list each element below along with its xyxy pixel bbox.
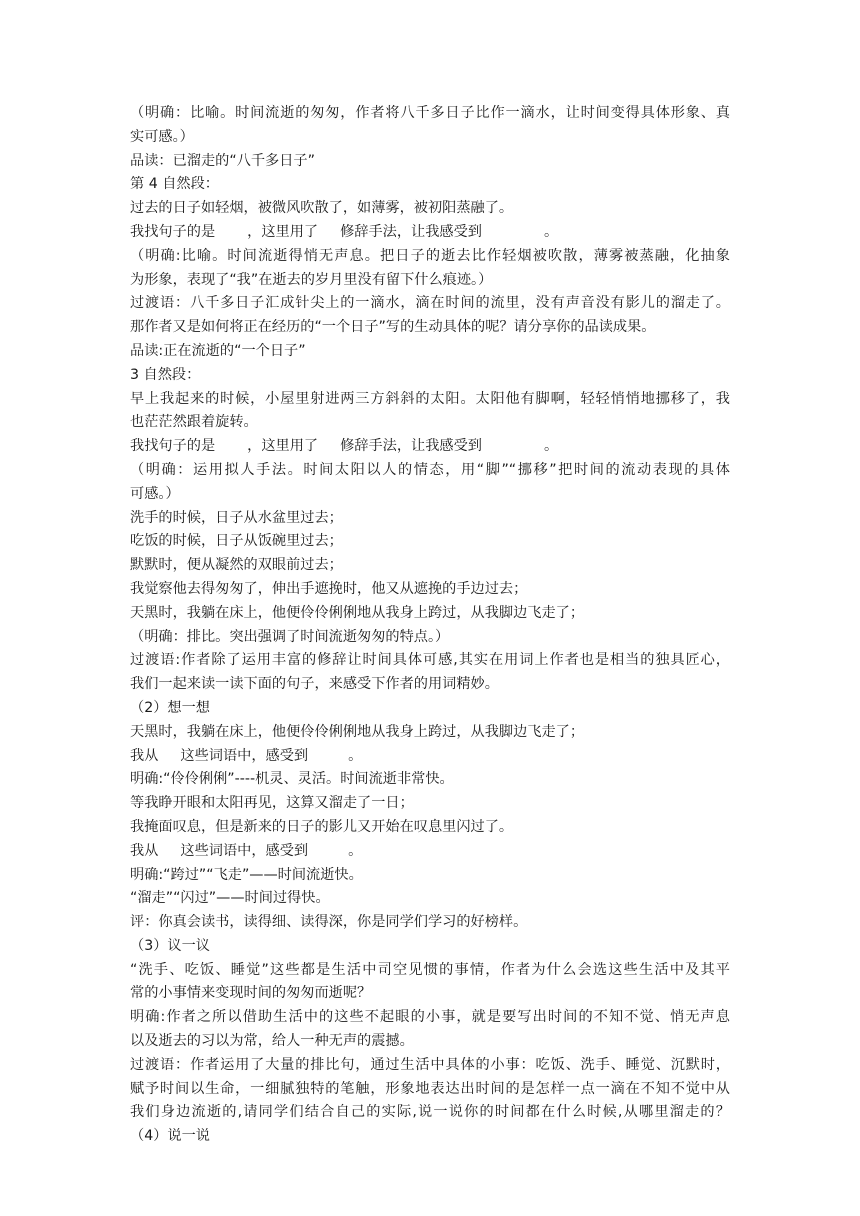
text-segment: ，这里用了 <box>247 223 319 240</box>
text-line: 早上我起来的时候，小屋里射进两三方斜斜的太阳。太阳他有脚啊，轻轻悄悄地挪移了，我 <box>130 390 730 407</box>
text-line: 以及逝去的习以为常，给人一种无声的震撼。 <box>130 1033 414 1050</box>
text-line: 也茫茫然跟着旋转。 <box>130 414 258 431</box>
text-line: 吃饭的时候，日子从饭碗里过去； <box>130 533 343 550</box>
text-line <box>130 840 730 864</box>
text-line: 过去的日子如轻烟，被微风吹散了，如薄雾，被初阳蒸融了。 <box>130 200 514 217</box>
text-segment: 我找句子的是 <box>130 438 216 455</box>
text-segment: 。 <box>543 438 559 455</box>
text-line: “溜走”“闪过”——时间过得快。 <box>130 890 330 907</box>
text-segment: 。 <box>348 842 363 859</box>
text-line: 我们身边流逝的,请同学们结合自己的实际,说一说你的时间都在什么时候,从哪里溜走的？ <box>130 1104 730 1121</box>
text-line <box>130 435 730 459</box>
text-segment: 修辞手法，让我感受到 <box>340 223 482 240</box>
text-line: 洗手的时候，日子从水盆里过去； <box>130 509 343 526</box>
text-line: 过渡语：作者运用了大量的排比句，通过生活中具体的小事：吃饭、洗手、睡觉、沉默时， <box>130 1056 730 1073</box>
text-line: 明确:作者之所以借助生活中的这些不起眼的小事，就是要写出时间的不知不觉、悄无声息 <box>130 1009 730 1026</box>
text-line: 天黑时，我躺在床上，他便伶伶俐俐地从我身上跨过，从我脚边飞走了； <box>130 604 585 621</box>
text-line <box>130 745 730 769</box>
text-line: 我觉察他去得匆匆了，伸出手遮挽时，他又从遮挽的手边过去； <box>130 580 528 597</box>
text-line: 过渡语:作者除了运用丰富的修辞让时间具体可感,其实在用词上作者也是相当的独具匠心， <box>130 652 730 669</box>
text-line: 过渡语：八千多日子汇成针尖上的一滴水，滴在时间的流里，没有声音没有影儿的溜走了。 <box>130 295 730 312</box>
text-line: 评：你真会读书，读得细、读得深，你是同学们学习的好榜样。 <box>130 914 528 931</box>
text-line: （明确：排比。突出强调了时间流逝匆匆的特点。） <box>130 628 450 645</box>
text-segment: 我找句子的是 <box>130 223 216 240</box>
text-line: 品读：已溜走的“八千多日子” <box>130 152 315 169</box>
text-segment: 我从 <box>130 747 159 764</box>
text-segment: 。 <box>543 223 559 240</box>
text-segment: 这些词语中，感受到 <box>180 747 309 764</box>
text-segment: ，这里用了 <box>247 438 319 455</box>
text-line: 那作者又是如何将正在经历的“一个日子”写的生动具体的呢？请分享你的品读成果。 <box>130 319 656 336</box>
text-segment: 。 <box>348 747 363 764</box>
text-line: 等我睁开眼和太阳再见，这算又溜走了一日； <box>130 795 414 812</box>
document-page <box>130 102 730 1149</box>
text-line: 天黑时，我躺在床上，他便伶伶俐俐地从我身上跨过，从我脚边飞走了； <box>130 723 585 740</box>
text-line: “洗手、吃饭、睡觉”这些都是生活中司空见惯的事情，作者为什么会选这些生活中及其平 <box>130 961 730 978</box>
text-segment: 修辞手法，让我感受到 <box>340 438 482 455</box>
text-line: 默默时，便从凝然的双眼前过去； <box>130 557 343 574</box>
text-line: （明确:比喻。时间流逝得悄无声息。把日子的逝去比作轻烟被吹散，薄雾被蒸融，化抽象 <box>130 247 730 264</box>
text-line: 为形象，表现了“我”在逝去的岁月里没有留下什么痕迹。） <box>130 271 493 288</box>
text-line: 赋予时间以生命，一细腻独特的笔触，形象地表达出时间的是怎样一点一滴在不知不觉中从 <box>130 1080 730 1097</box>
text-line: 明确:“伶伶俐俐”----机灵、灵活。时间流逝非常快。 <box>130 771 454 788</box>
text-line: （4）说一说 <box>130 1128 210 1145</box>
text-line: 品读:正在流逝的“一个日子” <box>130 342 306 359</box>
text-line <box>130 221 730 245</box>
text-line: 实可感。） <box>130 128 194 145</box>
text-segment: 这些词语中，感受到 <box>180 842 309 859</box>
text-line: 我掩面叹息，但是新来的日子的影儿又开始在叹息里闪过了。 <box>130 818 514 835</box>
text-line: 明确:“跨过”“飞走”——时间流逝快。 <box>130 866 363 883</box>
text-line: （明确：运用拟人手法。时间太阳以人的情态，用“脚”“挪移”把时间的流动表现的具体 <box>130 461 730 478</box>
text-line: 我们一起来读一读下面的句子，来感受下作者的用词精妙。 <box>130 676 499 693</box>
text-line: 3 自然段： <box>130 366 201 383</box>
text-line: 第 4 自然段： <box>130 176 219 193</box>
text-line: （2）想一想 <box>130 699 210 716</box>
text-line: （明确：比喻。时间流逝的匆匆，作者将八千多日子比作一滴水，让时间变得具体形象、真 <box>130 105 730 121</box>
text-line: （3）议一议 <box>130 937 210 954</box>
text-line: 可感。） <box>130 485 180 502</box>
text-segment: 我从 <box>130 842 159 859</box>
text-line: 常的小事情来变现时间的匆匆而逝呢？ <box>130 985 372 1002</box>
